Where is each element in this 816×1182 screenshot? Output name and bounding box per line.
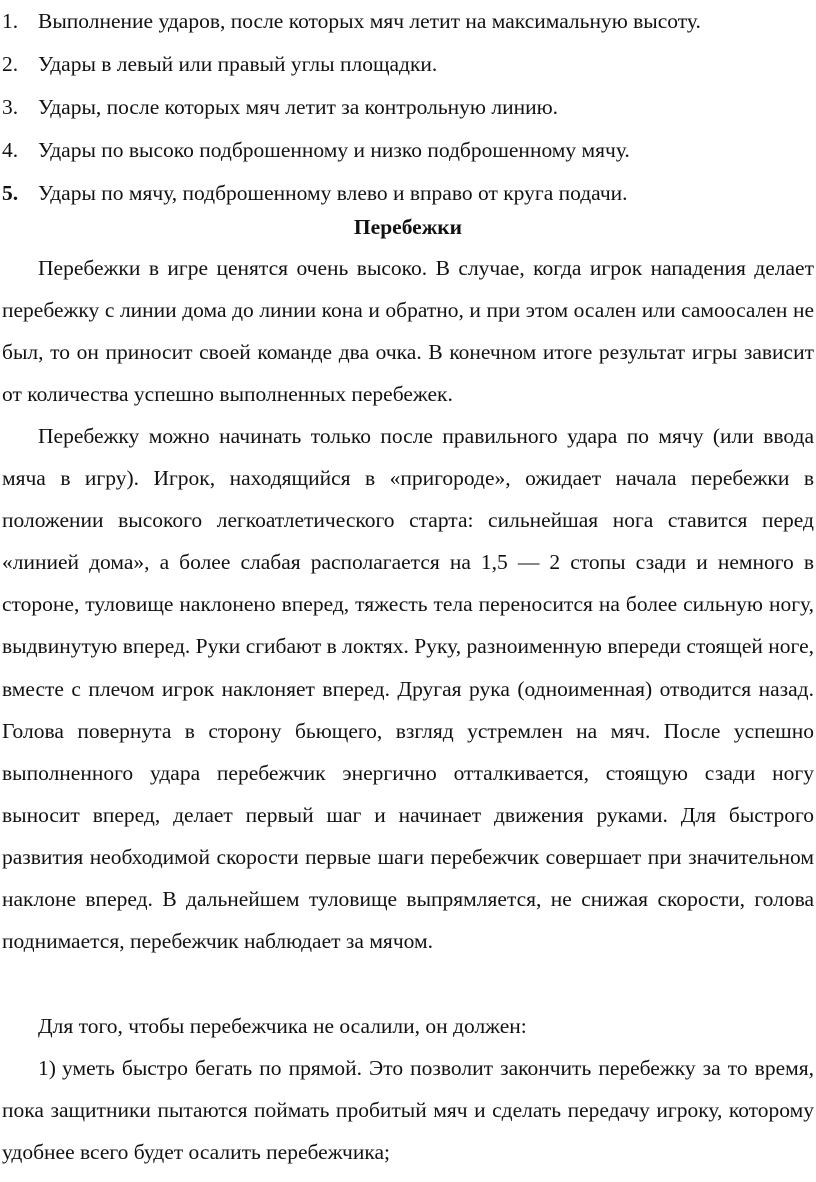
requirement-number: 1): [38, 1056, 56, 1080]
paragraph-requirements-lead: Для того, чтобы перебежчика не осалили, он должен:: [38, 1014, 527, 1038]
list-item: [0, 129, 816, 172]
list-item-number: 3.: [2, 95, 19, 119]
list-item-text: Выполнение ударов, после которых мяч летит на максимальную высоту.: [38, 9, 701, 33]
list-item: [0, 43, 816, 86]
list-item-number: 2.: [2, 52, 19, 76]
list-item: [0, 86, 816, 129]
section-heading: Перебежки: [353, 215, 463, 239]
list-item-number: 4.: [2, 138, 19, 162]
paragraph-intro: Перебежки в игре ценятся очень высоко. В случае, когда игрок нападения делает перебежку с линии дома до линии кона и обратно, и при этом осален или самоосален не был, то он приносит своей команде два очка. В конечном итоге результат игры зависит от количества успешно выполненных перебежек.: [2, 256, 814, 407]
list-item-text: Удары, после которых мяч летит за контрольную линию.: [38, 95, 559, 119]
requirement-text: уметь быстро бегать по прямой. Это позволит закончить перебежку за то время, пока защитники пытаются поймать пробитый мяч и сделать передачу игроку, которому удобнее всего будет осалить перебежчика;: [2, 1056, 814, 1165]
list-item-text: Удары в левый или правый углы площадки.: [38, 52, 438, 76]
paragraph-requirement-1: [2, 1047, 814, 1173]
list-item-text: Удары по мячу, подброшенному влево и вправо от круга подачи.: [38, 181, 628, 205]
list-item: [0, 0, 816, 43]
list-item-number: 5.: [2, 181, 19, 205]
list-item-text: Удары по высоко подброшенному и низко подброшенному мячу.: [38, 138, 630, 162]
paragraph-technique: Перебежку можно начинать только после правильного удара по мячу (или ввода мяча в игру). Игрок, находящийся в «пригороде», ожидает начала перебежки в положении высокого легкоатлетического старта: сильнейшая нога ставится перед «линией дома», а более слабая располагается на 1,5 — 2 стопы сзади и немного в стороне, туловище наклонено вперед, тяжесть тела переносится на более сильную ногу, выдвинутую вперед. Руки сгибают в локтях. Руку, разноименную впереди стоящей ноге, вместе с плечом игрок наклоняет вперед. Другая рука (одноименная) отводится назад. Голова повернута в сторону бьющего, взгляд устремлен на мяч. После успешно выполненного удара перебежчик энергично отталкивается, стоящую сзади ногу выносит вперед, делает первый шаг и начинает движения руками. Для быстрого развития необходимой скорости первые шаги перебежчик совершает при значительном наклоне вперед. В дальнейшем туловище выпрямляется, не снижая скорости, голова поднимается, перебежчик наблюдает за мячом.: [2, 424, 814, 954]
numbered-list: [0, 0, 816, 215]
list-item-number: 1.: [2, 9, 19, 33]
